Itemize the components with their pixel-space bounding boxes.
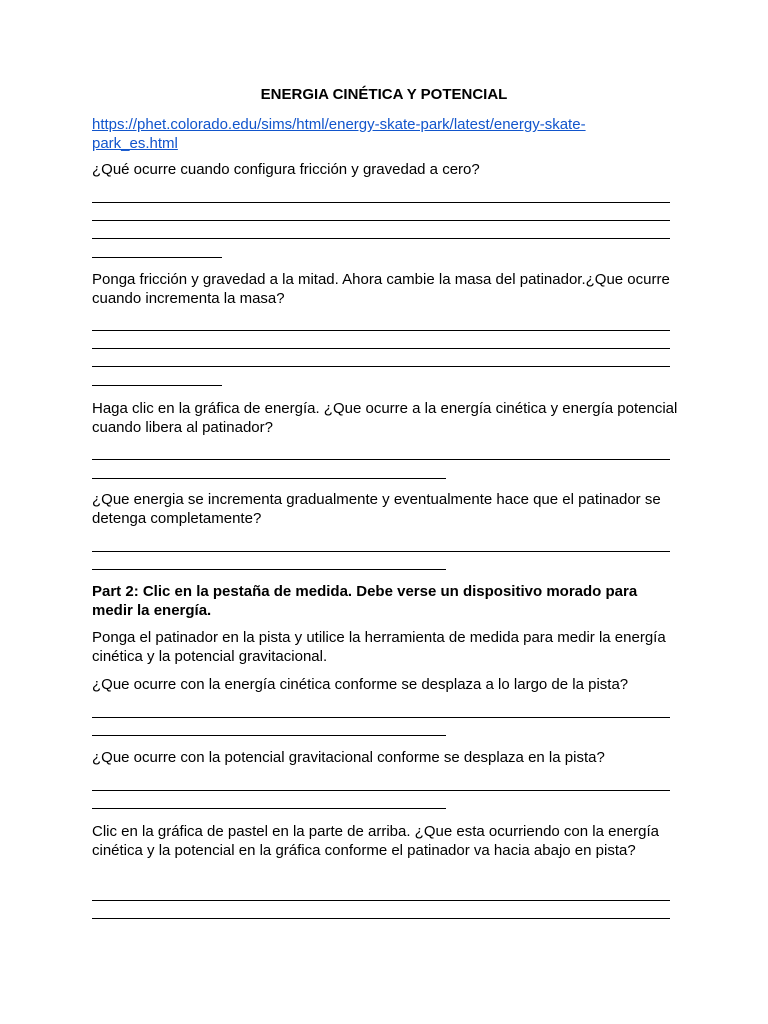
question-1: ¿Qué ocurre cuando configura fricción y gravedad a cero? <box>92 161 480 178</box>
answer-line <box>92 385 222 386</box>
part-2-heading: Part 2: Clic en la pestaña de medida. Debe verse un dispositivo morado para medir la energía. <box>92 583 638 619</box>
answer-line <box>92 348 670 349</box>
question-3: Haga clic en la gráfica de energía. ¿Que ocurre a la energía cinética y energía potencial cuando libera al patinador? <box>92 400 678 436</box>
answer-line <box>92 735 446 736</box>
answer-line <box>92 551 670 552</box>
document-title: ENERGIA CINÉTICA Y POTENCIAL <box>260 86 508 103</box>
answer-line <box>92 900 670 901</box>
answer-line <box>92 366 670 367</box>
answer-line <box>92 238 670 239</box>
question-4: ¿Que energia se incrementa gradualmente y eventualmente hace que el patinador se detenga completamente? <box>92 491 661 527</box>
phet-link[interactable]: https://phet.colorado.edu/sims/html/energy-skate-park/latest/energy-skate-park_es.html <box>92 116 586 152</box>
answer-line <box>92 459 670 460</box>
answer-line <box>92 257 222 258</box>
answer-line <box>92 569 446 570</box>
answer-line <box>92 220 670 221</box>
question-2: Ponga fricción y gravedad a la mitad. Ahora cambie la masa del patinador.¿Que ocurre cuando incrementa la masa? <box>92 271 670 307</box>
answer-line <box>92 202 670 203</box>
question-5: ¿Que ocurre con la energía cinética conforme se desplaza a lo largo de la pista? <box>92 676 629 693</box>
answer-line <box>92 478 446 479</box>
question-6: ¿Que ocurre con la potencial gravitacional conforme se desplaza en la pista? <box>92 749 605 766</box>
answer-line <box>92 717 670 718</box>
question-7: Clic en la gráfica de pastel en la parte de arriba. ¿Que esta ocurriendo con la energía cinética y la potencial en la gráfica conforme el patinador va hacia abajo en pista? <box>92 823 659 859</box>
part-2-intro: Ponga el patinador en la pista y utilice la herramienta de medida para medir la energía cinética y la potencial gravitacional. <box>92 629 666 665</box>
answer-line <box>92 918 670 919</box>
answer-line <box>92 330 670 331</box>
answer-line <box>92 808 446 809</box>
answer-line <box>92 790 670 791</box>
